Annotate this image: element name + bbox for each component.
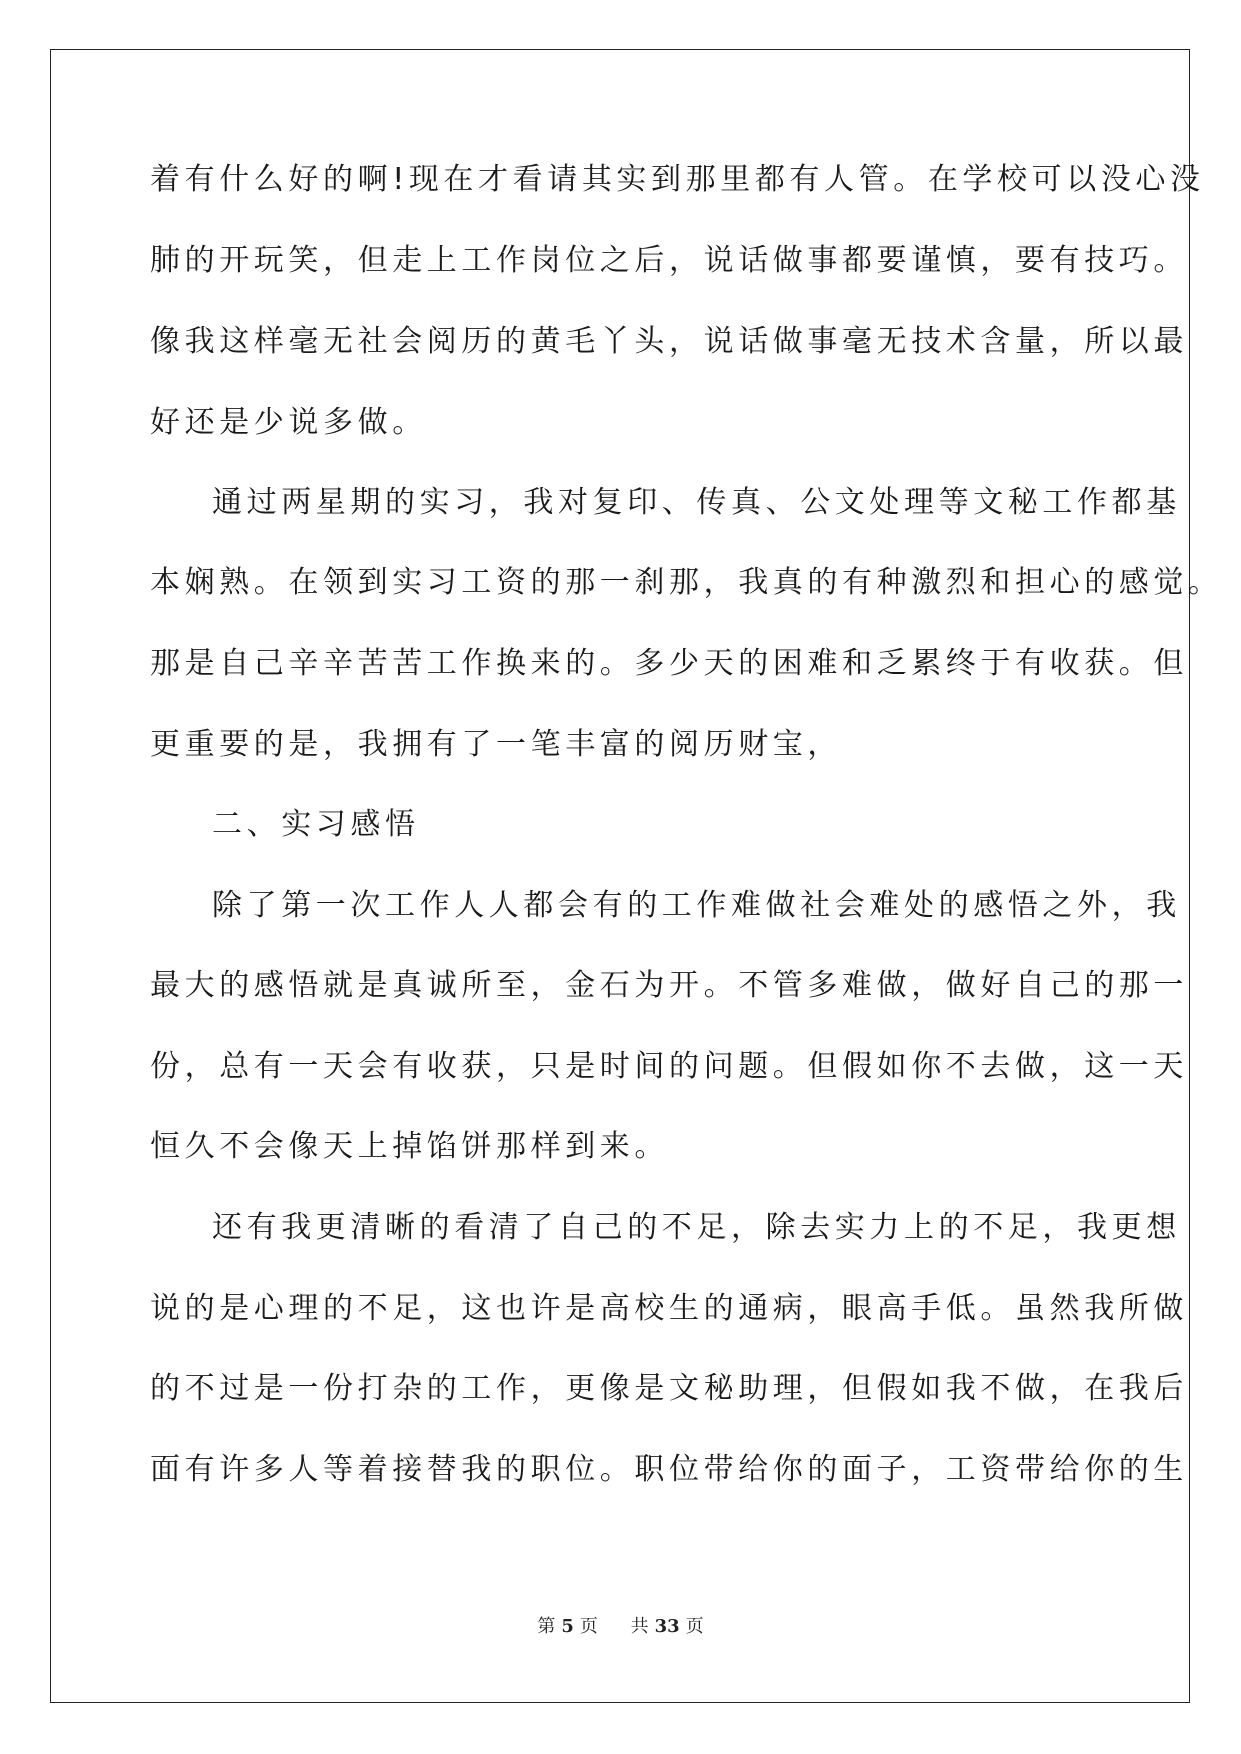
paragraph-start-line: 通过两星期的实习，我对复印、传真、公文处理等文秘工作都基 [212, 485, 1181, 520]
page-footer [0, 1612, 1241, 1638]
page-indicator [534, 1616, 601, 1637]
text-line: 恒久不会像天上掉馅饼那样到来。 [150, 1129, 669, 1164]
total-prefix: 共 [630, 1616, 649, 1637]
total-suffix: 页 [685, 1616, 704, 1637]
text-line: 说的是心理的不足，这也许是高校生的通病，眼高手低。虽然我所做 [150, 1291, 1188, 1326]
page-suffix: 页 [579, 1616, 598, 1637]
page-number: 5 [561, 1616, 574, 1637]
text-line: 好还是少说多做。 [150, 405, 427, 440]
total-pages: 33 [654, 1616, 680, 1637]
page-prefix: 第 [537, 1616, 556, 1637]
text-line: 那是自己辛辛苦苦工作换来的。多少天的困难和乏累终于有收获。但 [150, 646, 1188, 681]
text-line: 最大的感悟就是真诚所至，金石为开。不管多难做，做好自己的那一 [150, 968, 1188, 1003]
text-line: 份，总有一天会有收获，只是时间的问题。但假如你不去做，这一天 [150, 1049, 1188, 1084]
text-line: 像我这样毫无社会阅历的黄毛丫头，说话做事毫无技术含量，所以最 [150, 324, 1188, 359]
text-line: 面有许多人等着接替我的职位。职位带给你的面子，工资带给你的生 [150, 1452, 1188, 1487]
text-line: 更重要的是，我拥有了一笔丰富的阅历财宝， [150, 727, 842, 762]
text-line: 肺的开玩笑，但走上工作岗位之后，说话做事都要谨慎，要有技巧。 [150, 243, 1188, 278]
text-line: 的不过是一份打杂的工作，更像是文秘助理，但假如我不做，在我后 [150, 1371, 1188, 1406]
text-line: 着有什么好的啊!现在才看请其实到那里都有人管。在学校可以没心没 [150, 162, 1205, 197]
text-line: 本娴熟。在领到实习工资的那一刹那，我真的有种激烈和担心的感觉。 [150, 565, 1223, 600]
paragraph-start-line: 还有我更清晰的看清了自己的不足，除去实力上的不足，我更想 [212, 1210, 1181, 1245]
paragraph-start-line: 除了第一次工作人人都会有的工作难做社会难处的感悟之外，我 [212, 888, 1181, 923]
total-pages-indicator [628, 1616, 707, 1637]
section-heading: 二、实习感悟 [212, 807, 420, 842]
